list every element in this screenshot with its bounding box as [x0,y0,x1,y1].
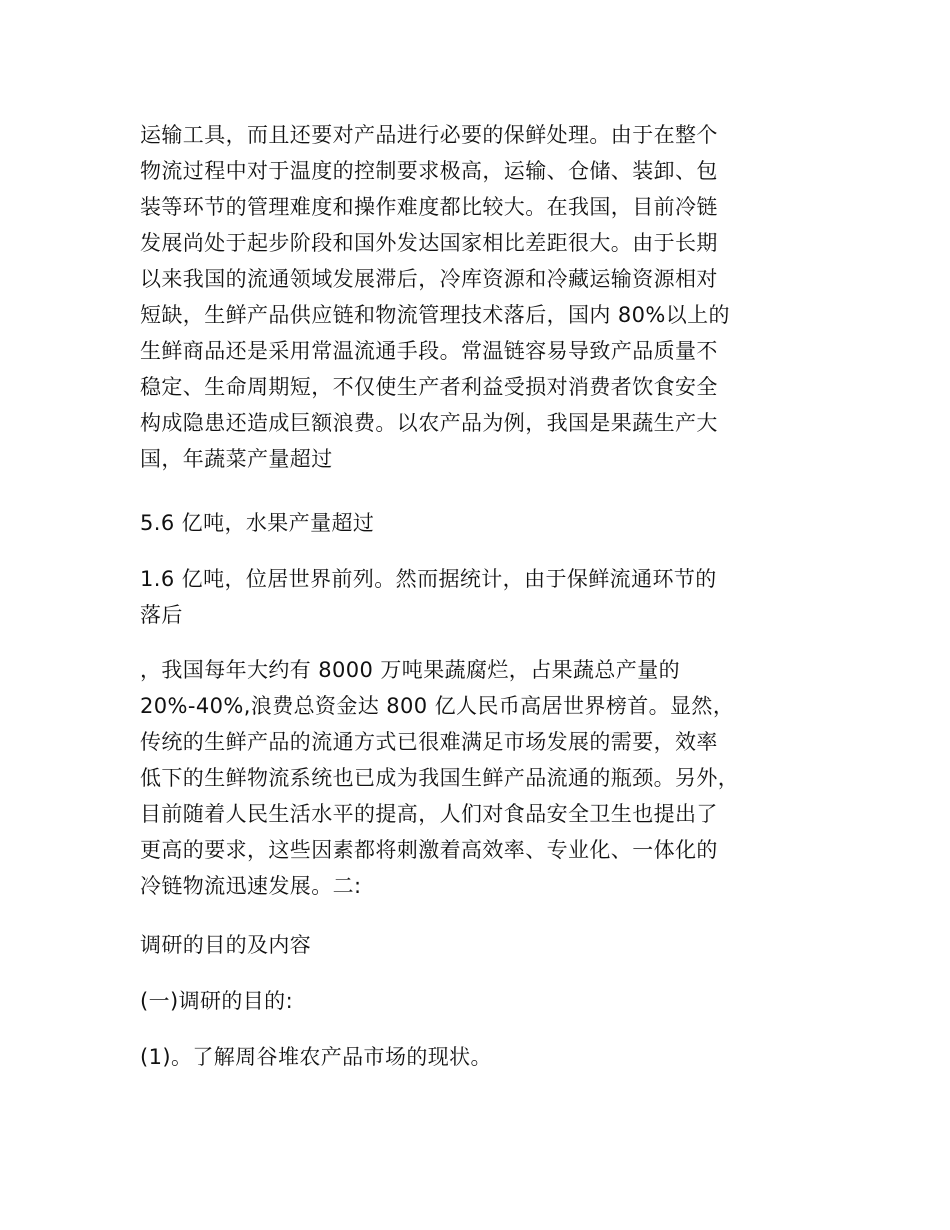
text-line: 以来我国的流通领域发展滞后，冷库资源和冷藏运输资源相对 [140,267,718,291]
text-line: 稳定、生命周期短，不仅使生产者利益受损对消费者饮食安全 [140,375,718,399]
paragraph-cold-chain-background [140,117,820,477]
section-heading-research-purpose-content [140,927,820,963]
text-line: 冷链物流迅速发展。二: [140,874,362,898]
text-line: 5.6 亿吨，水果产量超过 [140,511,375,535]
text-line: 低下的生鲜物流系统也已成为我国生鲜产品流通的瓶颈。另外， [140,766,740,790]
text-line: 20%-40%,浪费总资金达 800 亿人民币高居世界榜首。显然， [140,694,735,718]
text-line: 发展尚处于起步阶段和国外发达国家相比差距很大。由于长期 [140,231,718,255]
text-line: 装等环节的管理难度和操作难度都比较大。在我国，目前冷链 [140,195,718,219]
paragraph-fruit-output [140,505,820,541]
text-line: 调研的目的及内容 [140,933,312,957]
text-line: ，我国每年大约有 8000 万吨果蔬腐烂，占果蔬总产量的 [140,658,680,682]
text-line: 落后 [140,603,183,627]
text-line: (一)调研的目的: [140,989,294,1013]
paragraph-world-rank [140,561,820,633]
text-line: 生鲜商品还是采用常温流通手段。常温链容易导致产品质量不 [140,339,718,363]
subsection-heading-research-purpose [140,983,820,1019]
text-line: 构成隐患还造成巨额浪费。以农产品为例，我国是果蔬生产大 [140,411,718,435]
text-line: 传统的生鲜产品的流通方式已很难满足市场发展的需要，效率 [140,730,718,754]
text-line: 目前随着人民生活水平的提高，人们对食品安全卫生也提出了 [140,802,718,826]
text-line: 运输工具，而且还要对产品进行必要的保鲜处理。由于在整个 [140,123,718,147]
text-line: 物流过程中对于温度的控制要求极高，运输、仓储、装卸、包 [140,159,718,183]
text-line: 国，年蔬菜产量超过 [140,447,333,471]
list-item-understand-market [140,1039,820,1075]
paragraph-waste-statistics [140,652,820,904]
text-line: 短缺，生鲜产品供应链和物流管理技术落后，国内 80%以上的 [140,303,730,327]
text-line: 更高的要求，这些因素都将刺激着高效率、专业化、一体化的 [140,838,718,862]
text-line: 1.6 亿吨，位居世界前列。然而据统计，由于保鲜流通环节的 [140,567,717,591]
text-line: (1)。了解周谷堆农产品市场的现状。 [140,1045,492,1069]
